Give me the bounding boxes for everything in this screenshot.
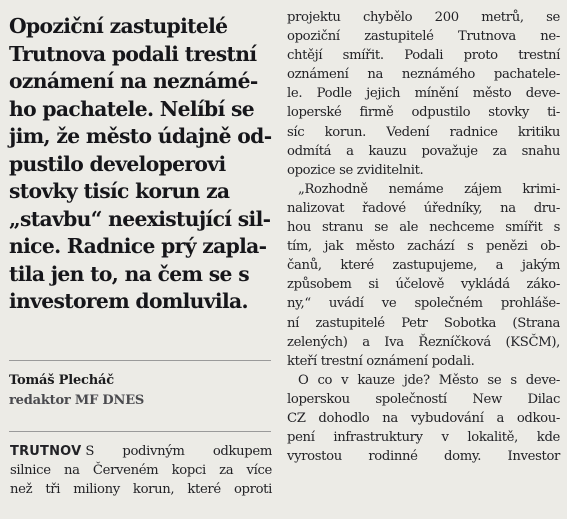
body-line [10,442,272,461]
body-line: pení infrastruktury v lokalitě, kde [287,430,560,446]
body-line: vyrostou rodinné domy. Investor [287,449,560,465]
body-line: O co v kauze jde? Město se s deve- [298,372,560,388]
body-line: opozice se zviditelnit. [287,162,424,178]
byline-divider-bottom [9,431,271,432]
lede-line: nice. Radnice prý zapla- [9,234,267,259]
body-line: loperskou společností New Dilac [287,391,560,407]
body-line: odmítá a kauzu považuje za snahu [287,143,560,159]
body-line: nalizovat řadové úředníky, na dru- [287,200,560,216]
byline-author: Tomáš Plecháč [9,373,114,388]
body-line: ní zastupitelé Petr Sobotka (Strana [287,315,560,331]
body-line: le. Podle jejich mínění město deve- [287,86,560,102]
lede-line: Trutnova podali trestní [9,41,257,66]
lede-line: oznámení na neznámé- [9,69,258,94]
lede-line: „stavbu“ neexistující sil- [9,206,271,231]
body-line: opoziční zastupitelé Trutnova ne- [287,29,560,45]
dateline-kicker: TRUTNOV [10,444,82,459]
body-line: chtějí smířit. Podali proto trestní [287,48,560,64]
body-line: tím, jak město zachází s penězi ob- [287,239,560,255]
body-line: síc korun. Vedení radnice kritiku [287,124,560,140]
body-line: než tři miliony korun, které oproti [10,482,272,498]
body-line: hou stranu se ale nechceme smířit s [287,220,560,236]
body-line: „Rozhodně nemáme zájem krimi- [298,181,560,197]
right-column [287,0,560,466]
lede-line: Opoziční zastupitelé [9,14,228,38]
article-body-start [10,442,272,499]
lede-line: tila jen to, na čem se s [9,261,249,286]
body-line: oznámení na neznámého pachatele- [287,67,560,83]
left-column [9,0,272,498]
article-body-continued [287,8,560,466]
lede-line: investorem domluvila. [9,289,248,314]
body-line: loperské firmě odpustilo stovky ti- [287,105,560,121]
byline-role: redaktor MF DNES [9,393,145,408]
body-line: způsobem si účelově vykládá záko- [287,277,560,293]
body-line: zelených) a Iva Řezníčková (KSČM), [287,334,560,350]
lede-line: jim, že město údajně od- [9,124,272,149]
article-lede [9,13,271,316]
body-line: projektu chybělo 200 metrů, se [287,10,560,25]
body-line: silnice na Červeném kopci za více [10,463,272,479]
body-line-text: S podivným odkupem [85,444,272,459]
byline-divider-top [9,360,271,361]
body-line: ny,“ uvádí ve společném prohláše- [287,296,560,312]
body-line: CZ dohodlo na vybudování a odkou- [287,410,560,426]
lede-line: ho pachatele. Nelíbí se [9,96,255,121]
lede-line: stovky tisíc korun za [9,179,230,204]
body-line: kteří trestní oznámení podali. [287,353,475,369]
body-line: čanů, které zastupujeme, a jakým [287,258,560,274]
lede-line: pustilo developerovi [9,151,226,176]
